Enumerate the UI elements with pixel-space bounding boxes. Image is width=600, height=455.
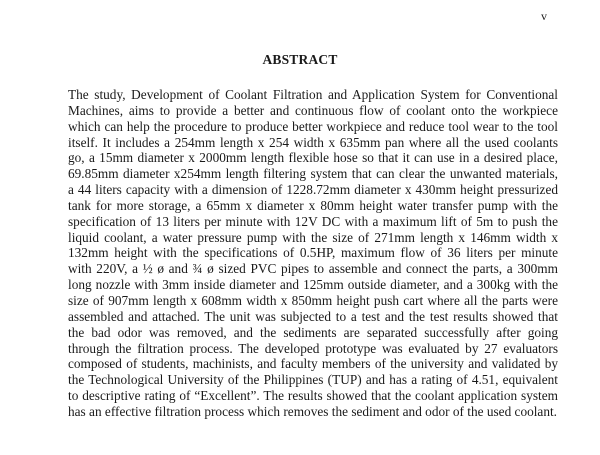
- abstract-line: size of 907mm length x 608mm width x 850mm height push cart where all the parts were: [68, 292, 558, 308]
- abstract-line: specification of 13 liters per minute with 12V DC with a maximum lift of 5m to push the: [68, 213, 558, 229]
- abstract-line: a 44 liters capacity with a dimension of 1228.72mm diameter x 430mm height pressurized: [68, 182, 558, 198]
- abstract-line: liquid coolant, a water pressure pump with the size of 271mm length x 146mm width x: [68, 229, 558, 245]
- abstract-line: has an effective filtration process which removes the sediment and odor of the used coolant.: [68, 403, 557, 419]
- abstract-line: with 220V, a ½ ø and ¾ ø sized PVC pipes to assemble and connect the parts, a 300mm: [68, 261, 558, 277]
- abstract-line: 132mm height with the specifications of 0.5HP, maximum flow of 36 liters per minute: [68, 245, 558, 261]
- abstract-line: itself. It includes a 254mm length x 254 width x 635mm pan where all the used coolants: [68, 134, 558, 150]
- abstract-line: to descriptive rating of “Excellent”. The results showed that the coolant application system: [68, 388, 558, 404]
- abstract-line: which can help the procedure to produce better workpiece and reduce tool wear to the tool: [68, 118, 558, 134]
- abstract-line: long nozzle with 3mm inside diameter and 125mm outside diameter, and a 300kg with the: [68, 277, 558, 293]
- abstract-line: composed of students, machinists, and faculty members of the university and validated by: [68, 356, 558, 372]
- abstract-line: go, a 15mm diameter x 2000mm length flexible hose so that it can use in a desired place,: [68, 150, 558, 166]
- abstract-line: Machines, aims to provide a better and continuous flow of coolant onto the workpiece: [68, 102, 558, 118]
- page-number: v: [541, 9, 547, 23]
- abstract-line: assembled and attached. The unit was subjected to a test and the test results showed that: [68, 308, 558, 324]
- abstract-line: the Technological University of the Philippines (TUP) and has a rating of 4.51, equivalent: [68, 372, 558, 388]
- abstract-line: tank for more storage, a 65mm x diameter x 80mm height water transfer pump with the: [68, 197, 558, 213]
- abstract-line: the bad odor was removed, and the sediments are separated successfully after going: [68, 324, 558, 340]
- abstract-line: through the filtration process. The developed prototype was evaluated by 27 evaluators: [68, 340, 558, 356]
- abstract-line: The study, Development of Coolant Filtration and Application System for Conventional: [68, 87, 558, 102]
- abstract-title: ABSTRACT: [262, 52, 338, 67]
- abstract-line: 69.85mm diameter x254mm length filtering system that can clear the unwanted materials,: [68, 166, 558, 182]
- abstract-body: [68, 87, 558, 420]
